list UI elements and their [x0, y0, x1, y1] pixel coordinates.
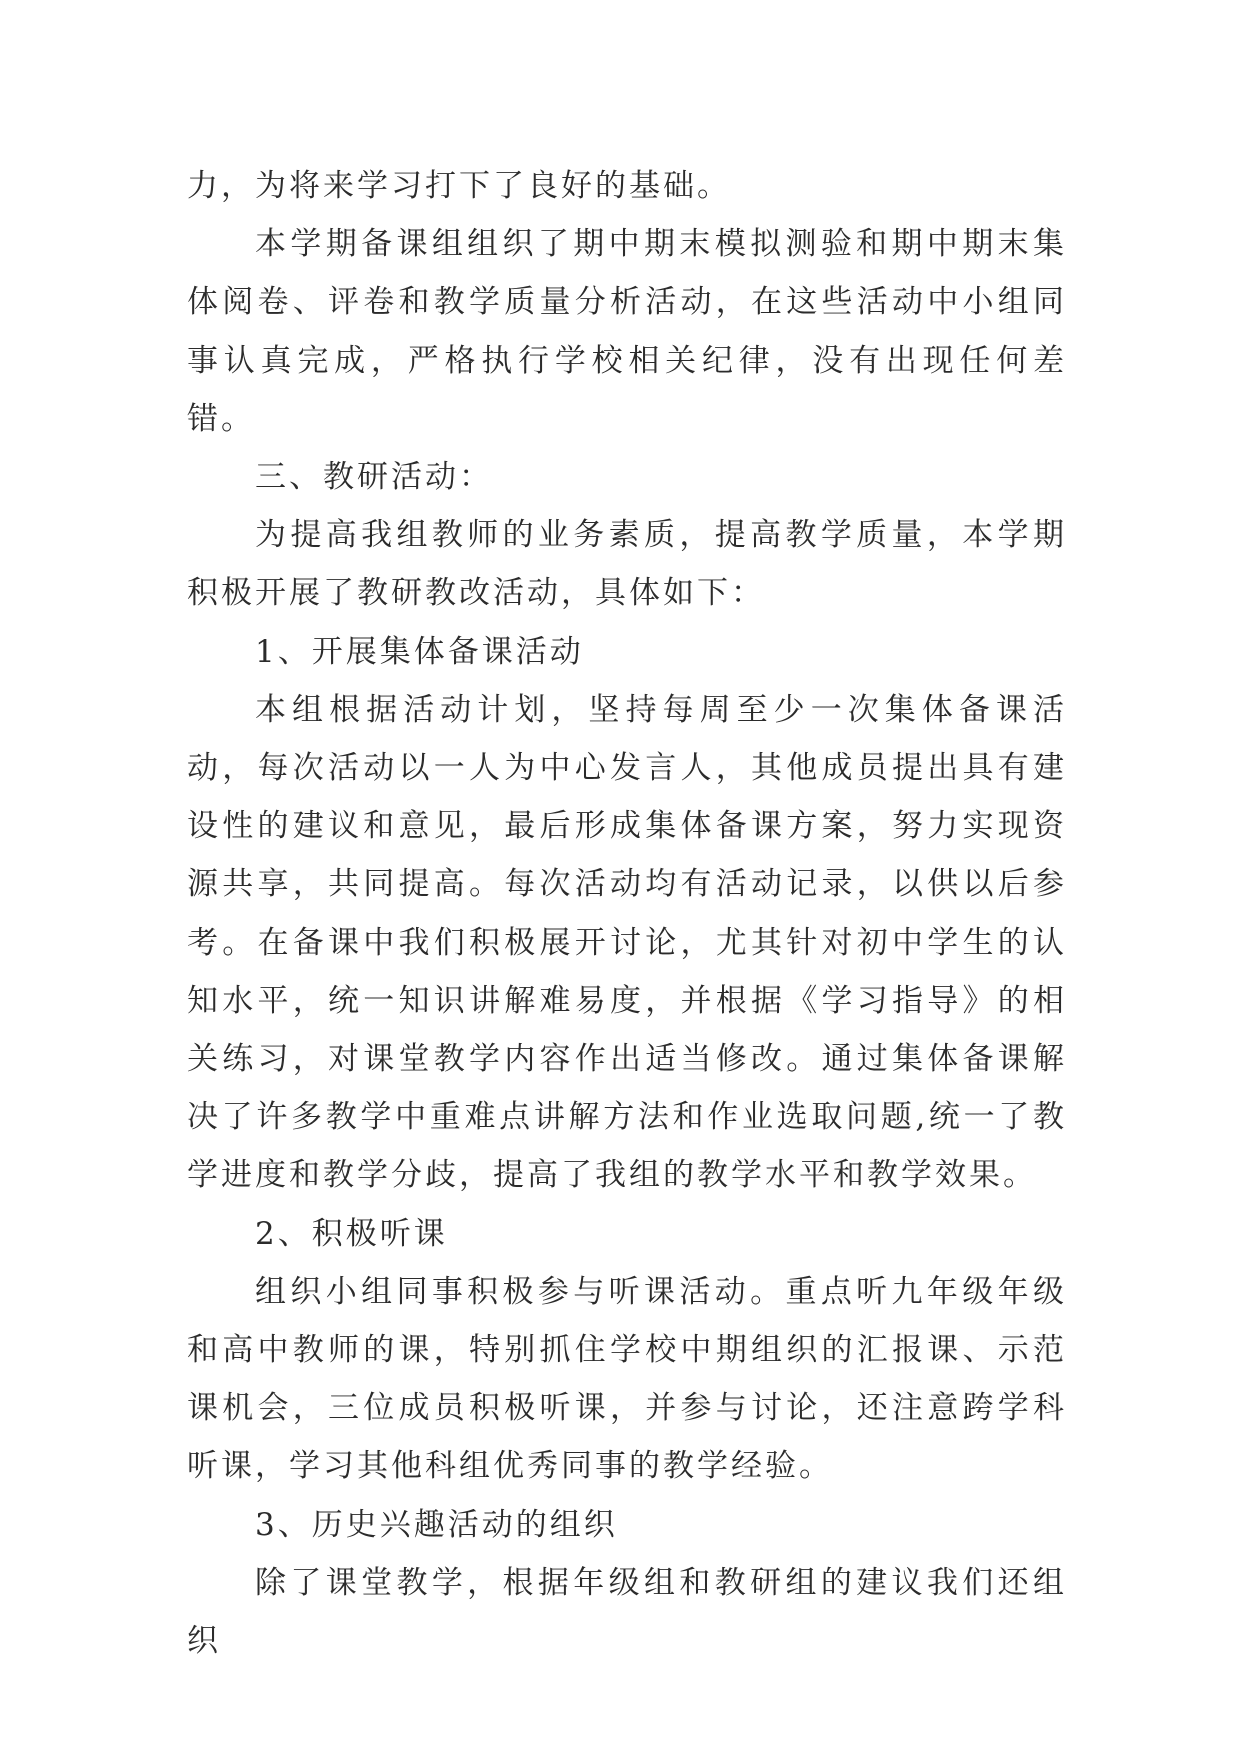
paragraph: 为提高我组教师的业务素质，提高教学质量，本学期积极开展了教研教改活动，具体如下：: [187, 517, 1067, 612]
paragraph: 本学期备课组组织了期中期末模拟测验和期中期末集体阅卷、评卷和教学质量分析活动，在这些活动中小组同事认真完成，严格执行学校相关纪律，没有出现任何差错。: [187, 226, 1067, 437]
document-body: [187, 157, 1067, 1670]
subsection-heading: 3、历史兴趣活动的组织: [255, 1506, 618, 1543]
paragraph: 本组根据活动计划，坚持每周至少一次集体备课活动，每次活动以一人为中心发言人，其他成员提出具有建设性的建议和意见，最后形成集体备课方案，努力实现资源共享，共同提高。每次活动均有活动记录，以供以后参考。在备课中我们积极展开讨论，尤其针对初中学生的认知水平，统一知识讲解难易度，并根据《学习指导》的相关练习，对课堂教学内容作出适当修改。通过集体备课解决了许多教学中重难点讲解方法和作业选取问题,统一了教学进度和教学分歧，提高了我组的教学水平和教学效果。: [187, 691, 1067, 1194]
paragraph: 除了课堂教学，根据年级组和教研组的建议我们还组织: [187, 1564, 1067, 1660]
section-heading: 三、教研活动：: [255, 459, 493, 496]
paragraph: 组织小组同事积极参与听课活动。重点听九年级年级和高中教师的课，特别抓住学校中期组织的汇报课、示范课机会，三位成员积极听课，并参与讨论，还注意跨学科听课，学习其他科组优秀同事的教学经验。: [187, 1273, 1067, 1485]
paragraph: 力，为将来学习打下了良好的基础。: [187, 168, 731, 204]
subsection-heading: 2、积极听课: [255, 1215, 448, 1252]
subsection-heading: 1、开展集体备课活动: [255, 633, 584, 670]
